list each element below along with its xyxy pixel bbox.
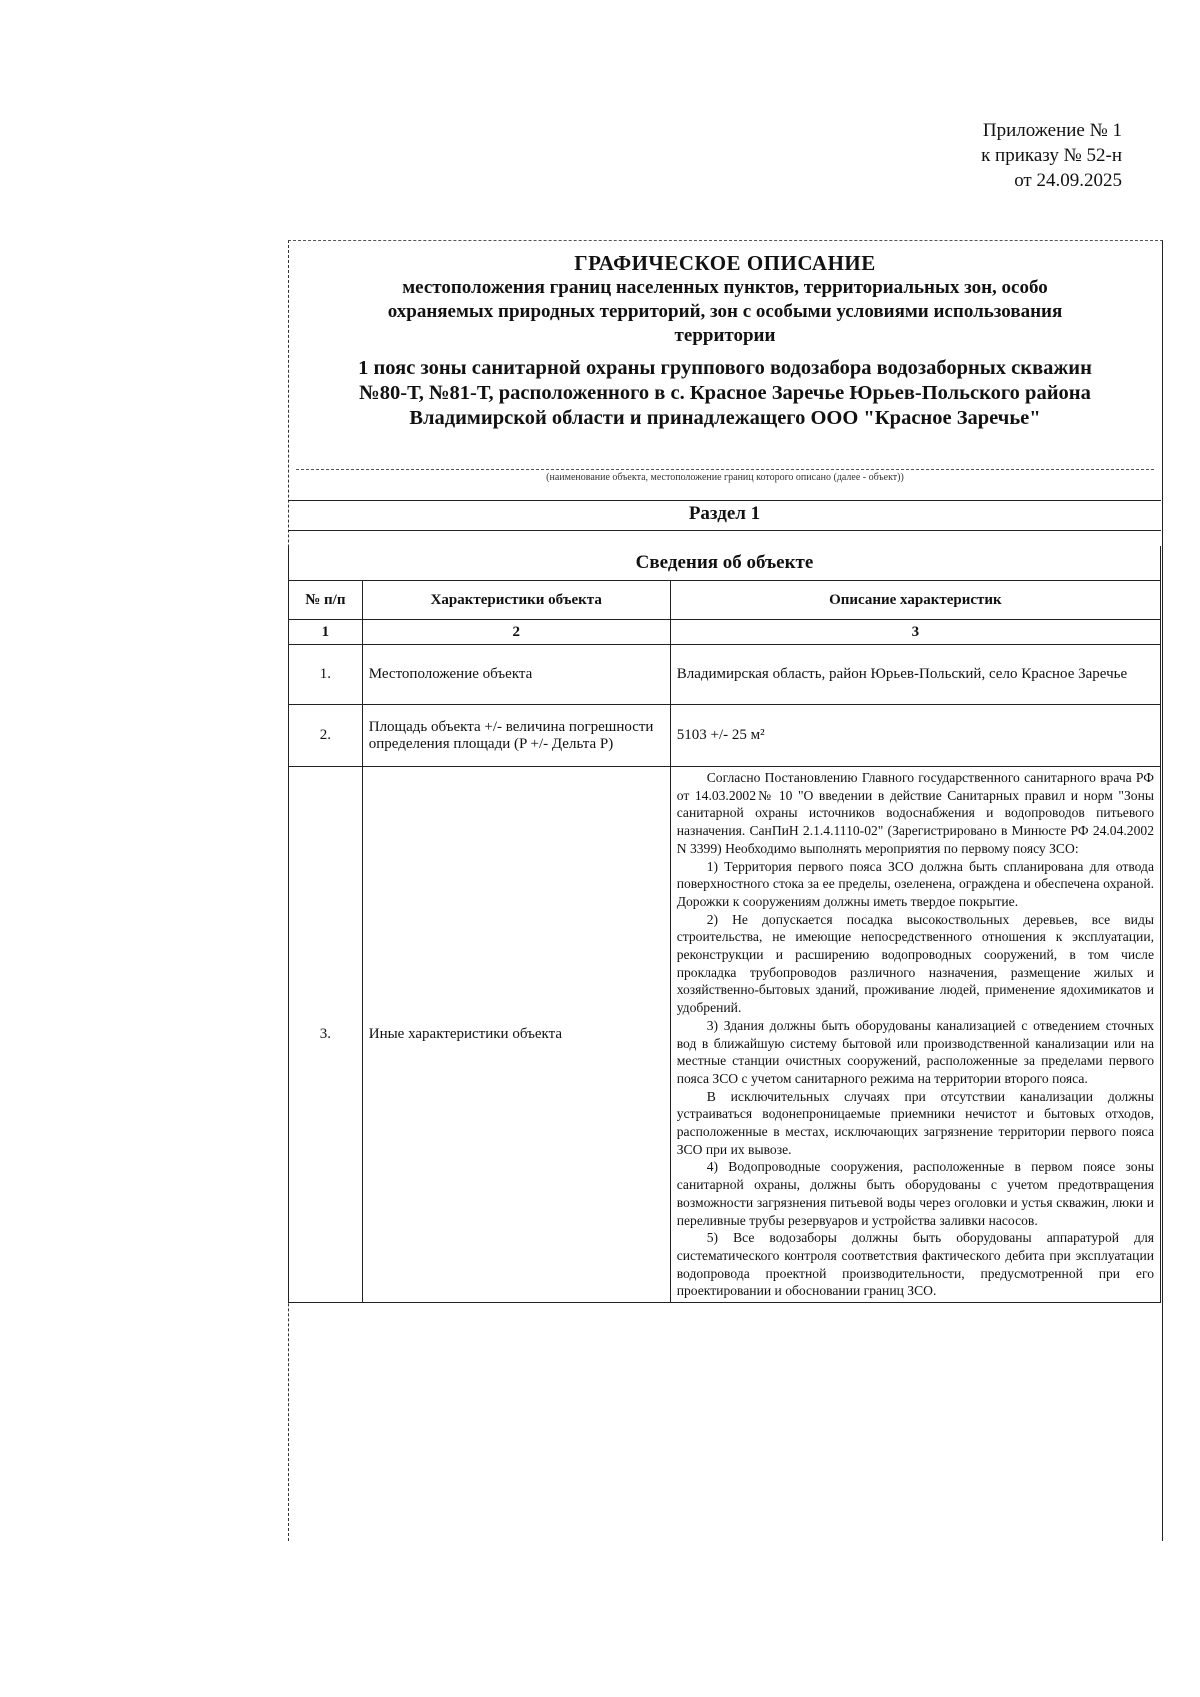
object-caption: (наименование объекта, местоположение границ которого описано (далее - объект)) xyxy=(296,469,1154,483)
info-title: Сведения об объекте xyxy=(289,546,1161,581)
colnum-1: 1 xyxy=(289,620,363,645)
object-line-1: 1 пояс зоны санитарной охраны группового водозабора водозаборных скважин xyxy=(358,357,1092,379)
section-top-rule xyxy=(288,500,1161,501)
appendix-line-1: Приложение № 1 xyxy=(982,120,1122,141)
table-row xyxy=(289,767,1161,1303)
subtitle-line-2: охраняемых природных территорий, зон с особыми условиями использования xyxy=(387,301,1063,322)
row-2-description: 5103 +/- 25 м² xyxy=(670,705,1160,767)
document-title: ГРАФИЧЕСКОЕ ОПИСАНИЕ xyxy=(574,251,876,275)
row-2-num: 2. xyxy=(289,705,363,767)
row-3-paragraph-6: 4) Водопроводные сооружения, расположенные в первом поясе зоны санитарной охраны, должны быть оборудованы с учетом предотвращения возможности загрязнения питьевой воды через оголовки и устья скважин, люки и переливные трубы резервуаров и устройства заливки насосов. xyxy=(676,1159,1154,1228)
header-description: Описание характеристик xyxy=(670,581,1160,620)
header-characteristic: Характеристики объекта xyxy=(362,581,670,620)
row-3-paragraph-5: В исключительных случаях при отсутствии канализации должны устраиваться водонепроницаемые приемники нечистот и бытовых отходов, расположенные в местах, исключающих загрязнение территории первого пояса ЗСО при их вывозе. xyxy=(676,1088,1154,1157)
table-row xyxy=(289,705,1161,767)
section-bottom-rule xyxy=(288,530,1161,531)
appendix-line-3: от 24.09.2025 xyxy=(1014,170,1122,191)
document-header xyxy=(296,250,1154,431)
colnum-3: 3 xyxy=(670,620,1160,645)
row-3-num: 3. xyxy=(289,767,363,1303)
row-3-paragraph-7: 5) Все водозаборы должны быть оборудованы аппаратурой для систематического контроля соответствия фактического дебита при эксплуатации водопровода проектной производительности, предусмотренной при его проектировании и обосновании границ ЗСО. xyxy=(676,1230,1154,1299)
object-info-table xyxy=(288,546,1161,1303)
column-number-row xyxy=(289,620,1161,645)
table-row xyxy=(289,645,1161,705)
section-title: Раздел 1 xyxy=(688,503,761,524)
row-3-paragraph-1: Согласно Постановлению Главного государственного санитарного врача РФ от 14.03.2002№ 10 "О введении в действие Санитарных правил и норм "Зоны санитарной охраны источников водоснабжения и водопроводов питьевого назначения. СанПиН 2.1.4.1110-02" (Зарегистрировано в Минюсте РФ 24.04.2002 N 3399) Необходимо выполнять мероприятия по первому поясу ЗСО: xyxy=(676,770,1154,856)
header-num: № п/п xyxy=(289,581,363,620)
appendix-line-2: к приказу № 52-н xyxy=(981,145,1122,166)
subtitle-line-3: территории xyxy=(674,325,776,346)
row-3-paragraph-4: 3) Здания должны быть оборудованы канализацией с отведением сточных вод в ближайшую систему бытовой или производственной канализации или на местные станции очистных сооружений, расположенные за пределами первого пояса ЗСО с учетом санитарного режима на территории второго пояса. xyxy=(676,1017,1154,1086)
row-2-characteristic: Площадь объекта +/- величина погрешности определения площади (P +/- Дельта P) xyxy=(362,705,670,767)
appendix-block xyxy=(981,118,1122,193)
object-name xyxy=(296,356,1154,431)
object-line-2: №80-Т, №81-Т, расположенного в с. Красное Заречье Юрьев-Польского района xyxy=(359,382,1091,404)
row-1-description: Владимирская область, район Юрьев-Польский, село Красное Заречье xyxy=(670,645,1160,705)
colnum-2: 2 xyxy=(362,620,670,645)
row-3-paragraph-2: 1) Территория первого пояса ЗСО должна быть спланирована для отвода поверхностного стока за ее пределы, озеленена, ограждена и обеспечена охраной. Дорожки к сооружениям должны иметь твердое покрытие. xyxy=(676,858,1154,909)
info-title-row xyxy=(289,546,1161,581)
subtitle-line-1: местоположения границ населенных пунктов, территориальных зон, особо xyxy=(402,277,1048,298)
row-3-paragraph-3: 2) Не допускается посадка высокоствольных деревьев, все виды строительства, не имеющие непосредственного отношения к эксплуатации, реконструкции и расширению водопроводных сооружений, в том числе прокладка трубопроводов различного назначения, размещение жилых и хозяйственно-бытовых зданий, проживание людей, применение ядохимикатов и удобрений. xyxy=(676,911,1154,1016)
row-3-description xyxy=(670,767,1160,1303)
row-3-characteristic: Иные характеристики объекта xyxy=(362,767,670,1303)
table-header-row xyxy=(289,581,1161,620)
row-1-characteristic: Местоположение объекта xyxy=(362,645,670,705)
row-1-num: 1. xyxy=(289,645,363,705)
object-line-3: Владимирской области и принадлежащего ООО "Красное Заречье" xyxy=(409,407,1041,429)
